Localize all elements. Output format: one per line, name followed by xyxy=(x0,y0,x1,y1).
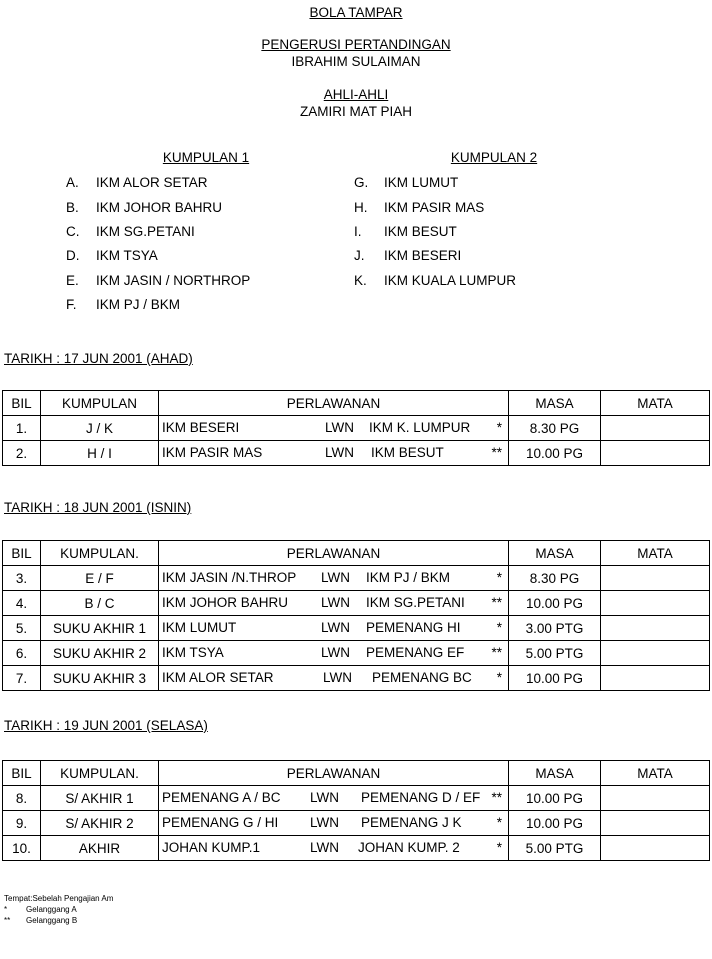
mata-cell[interactable] xyxy=(601,566,710,591)
col-mata-header: MATA xyxy=(601,761,710,786)
schedule-2-date: TARIKH : 18 JUN 2001 (ISNIN) xyxy=(4,500,192,515)
vs-label: LWN xyxy=(325,445,354,460)
schedule-1-date: TARIKH : 17 JUN 2001 (AHAD) xyxy=(4,351,193,366)
court-marker: ** xyxy=(491,790,502,805)
mata-cell[interactable] xyxy=(601,836,710,861)
legend-text: Gelanggang B xyxy=(26,916,78,925)
bil-cell: 10. xyxy=(3,836,41,861)
team-b: IKM SG.PETANI xyxy=(366,595,465,610)
col-perlawanan-header: PERLAWANAN xyxy=(159,391,509,416)
group-1-team: A. IKM ALOR SETAR xyxy=(66,175,208,190)
table-row xyxy=(3,416,710,441)
chair-label: PENGERUSI PERTANDINGAN xyxy=(261,37,451,52)
table-row xyxy=(3,566,710,591)
group-1-team: F. IKM PJ / BKM xyxy=(66,297,181,312)
masa-cell: 10.00 PG xyxy=(509,811,601,836)
mata-cell[interactable] xyxy=(601,666,710,691)
court-marker: * xyxy=(496,815,502,830)
kumpulan-cell: E / F xyxy=(41,566,159,591)
match-cell xyxy=(159,591,509,616)
court-marker: * xyxy=(496,620,502,635)
legend-symbol: * xyxy=(4,905,8,914)
kumpulan-cell: S/ AKHIR 2 xyxy=(41,811,159,836)
bil-cell: 4. xyxy=(3,591,41,616)
col-perlawanan-header: PERLAWANAN xyxy=(159,541,509,566)
kumpulan-cell: S/ AKHIR 1 xyxy=(41,786,159,811)
member-name: ZAMIRI MAT PIAH xyxy=(299,104,412,119)
group-2-team: I. IKM BESUT xyxy=(354,224,457,239)
team-b: PEMENANG EF xyxy=(366,645,465,660)
team-a: IKM TSYA xyxy=(162,645,224,660)
mata-cell[interactable] xyxy=(601,811,710,836)
col-bil-header: BIL xyxy=(3,541,41,566)
schedule-3-table xyxy=(2,760,710,861)
kumpulan-cell: AKHIR xyxy=(41,836,159,861)
schedule-1-table xyxy=(2,390,710,466)
col-mata-header: MATA xyxy=(601,541,710,566)
table-row xyxy=(3,786,710,811)
court-marker: ** xyxy=(491,645,502,660)
court-marker: * xyxy=(496,840,502,855)
team-a: PEMENANG G / HI xyxy=(162,815,279,830)
table-row xyxy=(3,441,710,466)
kumpulan-cell: SUKU AKHIR 1 xyxy=(41,616,159,641)
kumpulan-cell: SUKU AKHIR 3 xyxy=(41,666,159,691)
col-masa-header: MASA xyxy=(509,391,601,416)
team-b: PEMENANG D / EF xyxy=(361,790,481,805)
legend-text: Gelanggang A xyxy=(26,905,77,914)
col-perlawanan-header: PERLAWANAN xyxy=(159,761,509,786)
table-header-row xyxy=(3,391,710,416)
vs-label: LWN xyxy=(323,670,352,685)
vs-label: LWN xyxy=(325,420,354,435)
court-marker: * xyxy=(496,420,502,435)
masa-cell: 3.00 PTG xyxy=(509,616,601,641)
team-b: JOHAN KUMP. 2 xyxy=(358,840,460,855)
bil-cell: 9. xyxy=(3,811,41,836)
col-bil-header: BIL xyxy=(3,761,41,786)
kumpulan-cell: SUKU AKHIR 2 xyxy=(41,641,159,666)
masa-cell: 8.30 PG xyxy=(509,416,601,441)
col-masa-header: MASA xyxy=(509,761,601,786)
vs-label: LWN xyxy=(321,645,350,660)
bil-cell: 2. xyxy=(3,441,41,466)
table-row xyxy=(3,666,710,691)
masa-cell: 10.00 PG xyxy=(509,591,601,616)
table-row xyxy=(3,616,710,641)
team-a: JOHAN KUMP.1 xyxy=(162,840,261,855)
group-1-title: KUMPULAN 1 xyxy=(162,150,250,165)
col-kumpulan-header: KUMPULAN xyxy=(41,391,159,416)
mata-cell[interactable] xyxy=(601,786,710,811)
bil-cell: 3. xyxy=(3,566,41,591)
table-header-row xyxy=(3,761,710,786)
bil-cell: 6. xyxy=(3,641,41,666)
group-2-team: J. IKM BESERI xyxy=(354,248,462,263)
col-kumpulan-header: KUMPULAN. xyxy=(41,761,159,786)
match-cell xyxy=(159,811,509,836)
schedule-3-date: TARIKH : 19 JUN 2001 (SELASA) xyxy=(4,718,208,733)
vs-label: LWN xyxy=(321,620,350,635)
mata-cell[interactable] xyxy=(601,591,710,616)
team-b: IKM PJ / BKM xyxy=(366,570,451,585)
table-row xyxy=(3,811,710,836)
match-cell xyxy=(159,616,509,641)
court-marker: ** xyxy=(491,445,502,460)
team-a: IKM JASIN /N.THROP xyxy=(162,570,297,585)
table-row xyxy=(3,591,710,616)
group-2-team: G. IKM LUMUT xyxy=(354,175,459,190)
legend-item xyxy=(4,915,77,926)
team-b: PEMENANG J K xyxy=(361,815,462,830)
team-a: IKM ALOR SETAR xyxy=(162,670,274,685)
mata-cell[interactable] xyxy=(601,616,710,641)
group-1-team: C. IKM SG.PETANI xyxy=(66,224,195,239)
team-b: PEMENANG BC xyxy=(372,670,472,685)
match-cell xyxy=(159,641,509,666)
vs-label: LWN xyxy=(310,815,339,830)
vs-label: LWN xyxy=(321,570,350,585)
group-1-team: D. IKM TSYA xyxy=(66,248,158,263)
bil-cell: 7. xyxy=(3,666,41,691)
court-marker: * xyxy=(496,570,502,585)
court-marker: ** xyxy=(491,595,502,610)
schedule-2-table xyxy=(2,540,710,691)
team-a: IKM PASIR MAS xyxy=(162,445,263,460)
kumpulan-cell: J / K xyxy=(41,416,159,441)
match-cell xyxy=(159,566,509,591)
table-row xyxy=(3,836,710,861)
vs-label: LWN xyxy=(321,595,350,610)
masa-cell: 10.00 PG xyxy=(509,666,601,691)
match-cell xyxy=(159,666,509,691)
mata-cell[interactable] xyxy=(601,416,710,441)
group-2-team: H. IKM PASIR MAS xyxy=(354,200,485,215)
document-title: BOLA TAMPAR xyxy=(309,5,403,20)
col-kumpulan-header: KUMPULAN. xyxy=(41,541,159,566)
bil-cell: 5. xyxy=(3,616,41,641)
bil-cell: 1. xyxy=(3,416,41,441)
bil-cell: 8. xyxy=(3,786,41,811)
col-bil-header: BIL xyxy=(3,391,41,416)
venue-note: Tempat:Sebelah Pengajian Am xyxy=(4,894,114,903)
team-b: IKM K. LUMPUR xyxy=(369,420,471,435)
group-2-title: KUMPULAN 2 xyxy=(450,150,538,165)
masa-cell: 5.00 PTG xyxy=(509,836,601,861)
team-b: PEMENANG HI xyxy=(366,620,461,635)
masa-cell: 8.30 PG xyxy=(509,566,601,591)
legend-symbol: ** xyxy=(4,916,11,925)
match-cell xyxy=(159,786,509,811)
team-b: IKM BESUT xyxy=(371,445,444,460)
group-1-team: B. IKM JOHOR BAHRU xyxy=(66,200,223,215)
match-cell xyxy=(159,836,509,861)
team-a: IKM BESERI xyxy=(162,420,240,435)
col-mata-header: MATA xyxy=(601,391,710,416)
mata-cell[interactable] xyxy=(601,641,710,666)
vs-label: LWN xyxy=(310,790,339,805)
col-masa-header: MASA xyxy=(509,541,601,566)
court-marker: * xyxy=(496,670,502,685)
kumpulan-cell: H / I xyxy=(41,441,159,466)
table-header-row xyxy=(3,541,710,566)
masa-cell: 5.00 PTG xyxy=(509,641,601,666)
vs-label: LWN xyxy=(310,840,339,855)
team-a: IKM LUMUT xyxy=(162,620,237,635)
members-label: AHLI-AHLI xyxy=(323,87,389,102)
masa-cell: 10.00 PG xyxy=(509,441,601,466)
masa-cell: 10.00 PG xyxy=(509,786,601,811)
match-cell xyxy=(159,441,509,466)
group-1-team: E. IKM JASIN / NORTHROP xyxy=(66,273,251,288)
team-a: PEMENANG A / BC xyxy=(162,790,281,805)
chair-name: IBRAHIM SULAIMAN xyxy=(291,54,421,69)
table-row xyxy=(3,641,710,666)
mata-cell[interactable] xyxy=(601,441,710,466)
team-a: IKM JOHOR BAHRU xyxy=(162,595,289,610)
match-cell xyxy=(159,416,509,441)
group-2-team: K. IKM KUALA LUMPUR xyxy=(354,273,517,288)
kumpulan-cell: B / C xyxy=(41,591,159,616)
legend-item xyxy=(4,904,77,915)
